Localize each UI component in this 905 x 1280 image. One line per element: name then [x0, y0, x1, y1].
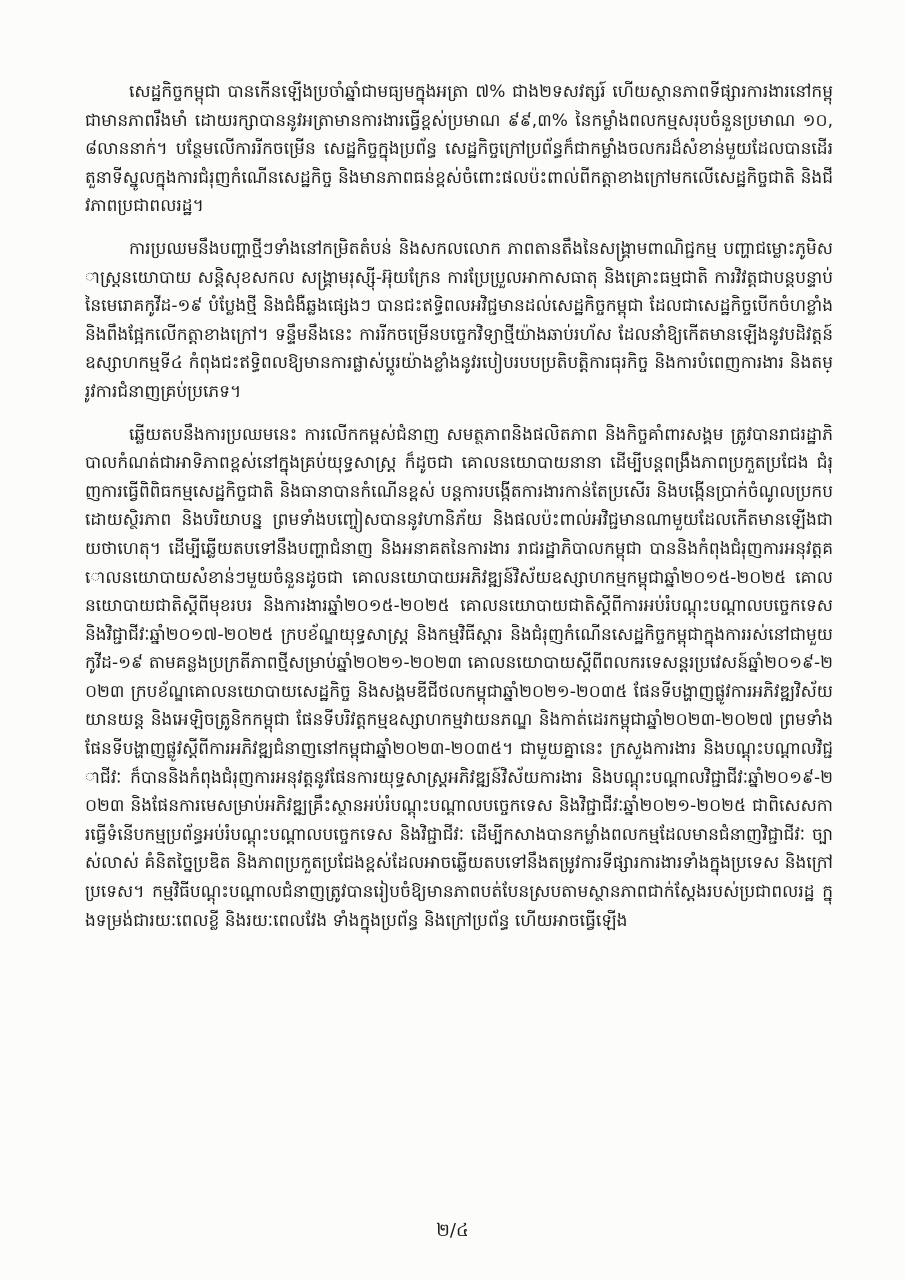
- page-number: ២/៤: [436, 1220, 469, 1241]
- paragraph-policy-response: ឆ្លើយតបនឹងការប្រឈមនេះ ការលើកកម្ពស់ជំនាញ សមត្ថភាពនិងផលិតភាព និងកិច្ចគាំពារសង្គម ត្រូវបានរាជរដ្ឋាភិបាលកំណត់ជាអាទិភាពខ្ពស់នៅក្នុងគ្រប់យុទ្ធសាស្ត្រ ក៏ដូចជា គោលនយោបាយនានា ដើម្បីបន្តពង្រឹងភាពប្រកួតប្រជែង ជំរុញការធ្វើពិពិធកម្មសេដ្ឋកិច្ចជាតិ និងធានាបានកំណើនខ្ពស់ បន្តការបង្កើតការងារកាន់តែប្រសើរ និងបង្កើនប្រាក់ចំណូលប្រកបដោយស្ថិរភាព និងបរិយាបន្ន ព្រមទាំងបញ្ចៀសបាននូវហានិភ័យ និងផលប៉ះពាល់អវិជ្ជមានណាមួយដែលកើតមានឡើងជាយថាហេតុ។ ដើម្បីឆ្លើយតបទៅនឹងបញ្ហាជំនាញ និងអនាគតនៃការងារ រាជរដ្ឋាភិបាលកម្ពុជា បាននិងកំពុងជំរុញការអនុវត្តគោលនយោបាយសំខាន់ៗមួយចំនួនដូចជា គោលនយោបាយអភិវឌ្ឍន៍វិស័យឧស្សាហកម្មកម្ពុជាឆ្នាំ២០១៥-២០២៥ គោលនយោបាយជាតិស្តីពីមុខរបរ និងការងារឆ្នាំ២០១៥-២០២៥ គោលនយោបាយជាតិស្តីពីការអប់រំបណ្តុះបណ្តាលបច្ចេកទេស និងវិជ្ជាជីវៈឆ្នាំ២០១៧-២០២៥ ក្របខ័ណ្ឌយុទ្ធសាស្ត្រ និងកម្មវិធីស្តារ និងជំរុញកំណើនសេដ្ឋកិច្ចកម្ពុជាក្នុងការរស់នៅជាមួយកូវីដ-១៩ តាមគន្លងប្រក្រតីភាពថ្មីសម្រាប់ឆ្នាំ២០២១-២០២៣ គោលនយោបាយស្តីពីពលករទេសន្តរប្រវេសន៍ឆ្នាំ២០១៩-២០២៣ ក្របខ័ណ្ឌគោលនយោបាយសេដ្ឋកិច្ច និងសង្គមឌីជីថលកម្ពុជាឆ្នាំ២០២១-២០៣៥ ផែនទីបង្ហាញផ្លូវការអភិវឌ្ឍវិស័យយានយន្ត និងអេឡិចត្រូនិកកម្ពុជា ផែនទីបរិវត្តកម្មឧស្សាហកម្មវាយនភណ្ឌ និងកាត់ដេរកម្ពុជាឆ្នាំ២០២៣-២០២៧ ព្រមទាំងផែនទីបង្ហាញផ្លូវស្តីពីការអភិវឌ្ឍជំនាញនៅកម្ពុជាឆ្នាំ២០២៣-២០៣៥។ ជាមួយគ្នានេះ ក្រសួងការងារ និងបណ្តុះបណ្តាលវិជ្ជាជីវៈ ក៏បាននិងកំពុងជំរុញការអនុវត្តនូវផែនការយុទ្ធសាស្ត្រអភិវឌ្ឍន៍វិស័យការងារ និងបណ្តុះបណ្តាលវិជ្ជាជីវៈឆ្នាំ២០១៩-២០២៣ និងផែនការមេសម្រាប់អភិវឌ្ឍគ្រឹះស្ថានអប់រំបណ្តុះបណ្តាលបច្ចេកទេស និងវិជ្ជាជីវៈឆ្នាំ២០២១-២០២៥ ជាពិសេសការធ្វើទំនើបកម្មប្រព័ន្ធអប់រំបណ្តុះបណ្តាលបច្ចេកទេស និងវិជ្ជាជីវៈ ដើម្បីកសាងបានកម្លាំងពលកម្មដែលមានជំនាញវិជ្ជាជីវៈ ច្បាស់លាស់ គំនិតច្នៃប្រឌិត និងភាពប្រកួតប្រជែងខ្ពស់ដែលអាចឆ្លើយតបទៅនឹងតម្រូវការទីផ្សារការងារទាំងក្នុងប្រទេស និងក្រៅប្រទេស។ កម្មវិធីបណ្តុះបណ្តាលជំនាញត្រូវបានរៀបចំឱ្យមានភាពបត់បែនស្របតាមស្ថានភាពជាក់ស្តែងរបស់ប្រជាពលរដ្ឋ ក្នុងទម្រង់ជារយៈពេលខ្លី និងរយៈពេលវែង ទាំងក្នុងប្រព័ន្ធ និងក្រៅប្រព័ន្ធ ហើយអាចធ្វើឡើង: [85, 424, 833, 931]
- document-body: [85, 78, 833, 1208]
- paragraph-economic-growth: សេដ្ឋកិច្ចកម្ពុជា បានកើនឡើងប្រចាំឆ្នាំជាមធ្យមក្នុងអត្រា ៧% ជាង២ទសវត្សរ៍ ហើយស្ថានភាពទីផ្សារការងារនៅកម្ពុជាមានភាពរឹងមាំ ដោយរក្សាបាននូវអត្រាមានការងារធ្វើខ្ពស់ប្រមាណ ៩៩,៣% នៃកម្លាំងពលកម្មសរុបចំនួនប្រមាណ ១០,៨លាននាក់។ បន្ថែមលើការរីកចម្រើន សេដ្ឋកិច្ចក្នុងប្រព័ន្ធ សេដ្ឋកិច្ចក្រៅប្រព័ន្ធក៏ជាកម្លាំងចលករដ៏សំខាន់មួយដែលបានដើរតួនាទីស្នូលក្នុងការជំរុញកំណើនសេដ្ឋកិច្ច និងមានភាពធន់ខ្ពស់ចំពោះផលប៉ះពាល់ពីកត្តាខាងក្រៅមកលើសេដ្ឋកិច្ចជាតិ និងជីវភាពប្រជាពលរដ្ឋ។: [85, 82, 833, 217]
- paragraph-challenges: ការប្រឈមនឹងបញ្ហាថ្មីៗទាំងនៅកម្រិតតំបន់ និងសកលលោក ភាពតានតឹងនៃសង្គ្រាមពាណិជ្ជកម្ម បញ្ហាជម្លោះភូមិសាស្ត្រនយោបាយ សន្តិសុខសកល សង្គ្រាមរុស្ស៊ី-អ៊ុយក្រែន ការប្រែប្រួលអាកាសធាតុ និងគ្រោះធម្មជាតិ ការវិវត្តជាបន្តបន្ទាប់នៃមេរោគកូវីដ-១៩ បំប្លែងថ្មី និងជំងឺឆ្លងផ្សេងៗ បានជះឥទ្ធិពលអវិជ្ជមានដល់សេដ្ឋកិច្ចកម្ពុជា ដែលជាសេដ្ឋកិច្ចបើកចំហខ្លាំង និងពឹងផ្អែកលើកត្តាខាងក្រៅ។ ទន្ទឹមនឹងនេះ ការរីកចម្រើនបច្ចេកវិទ្យាថ្មីយ៉ាងឆាប់រហ័ស ដែលនាំឱ្យកើតមានឡើងនូវបដិវត្តន៍ឧស្សាហកម្មទី៤ កំពុងជះឥទ្ធិពលឱ្យមានការផ្លាស់ប្តូរយ៉ាងខ្លាំងនូវរបៀបរបបប្រតិបត្តិការធុរកិច្ច និងការបំពេញការងារ និងតម្រូវការជំនាញគ្រប់ប្រភេទ។: [85, 238, 833, 402]
